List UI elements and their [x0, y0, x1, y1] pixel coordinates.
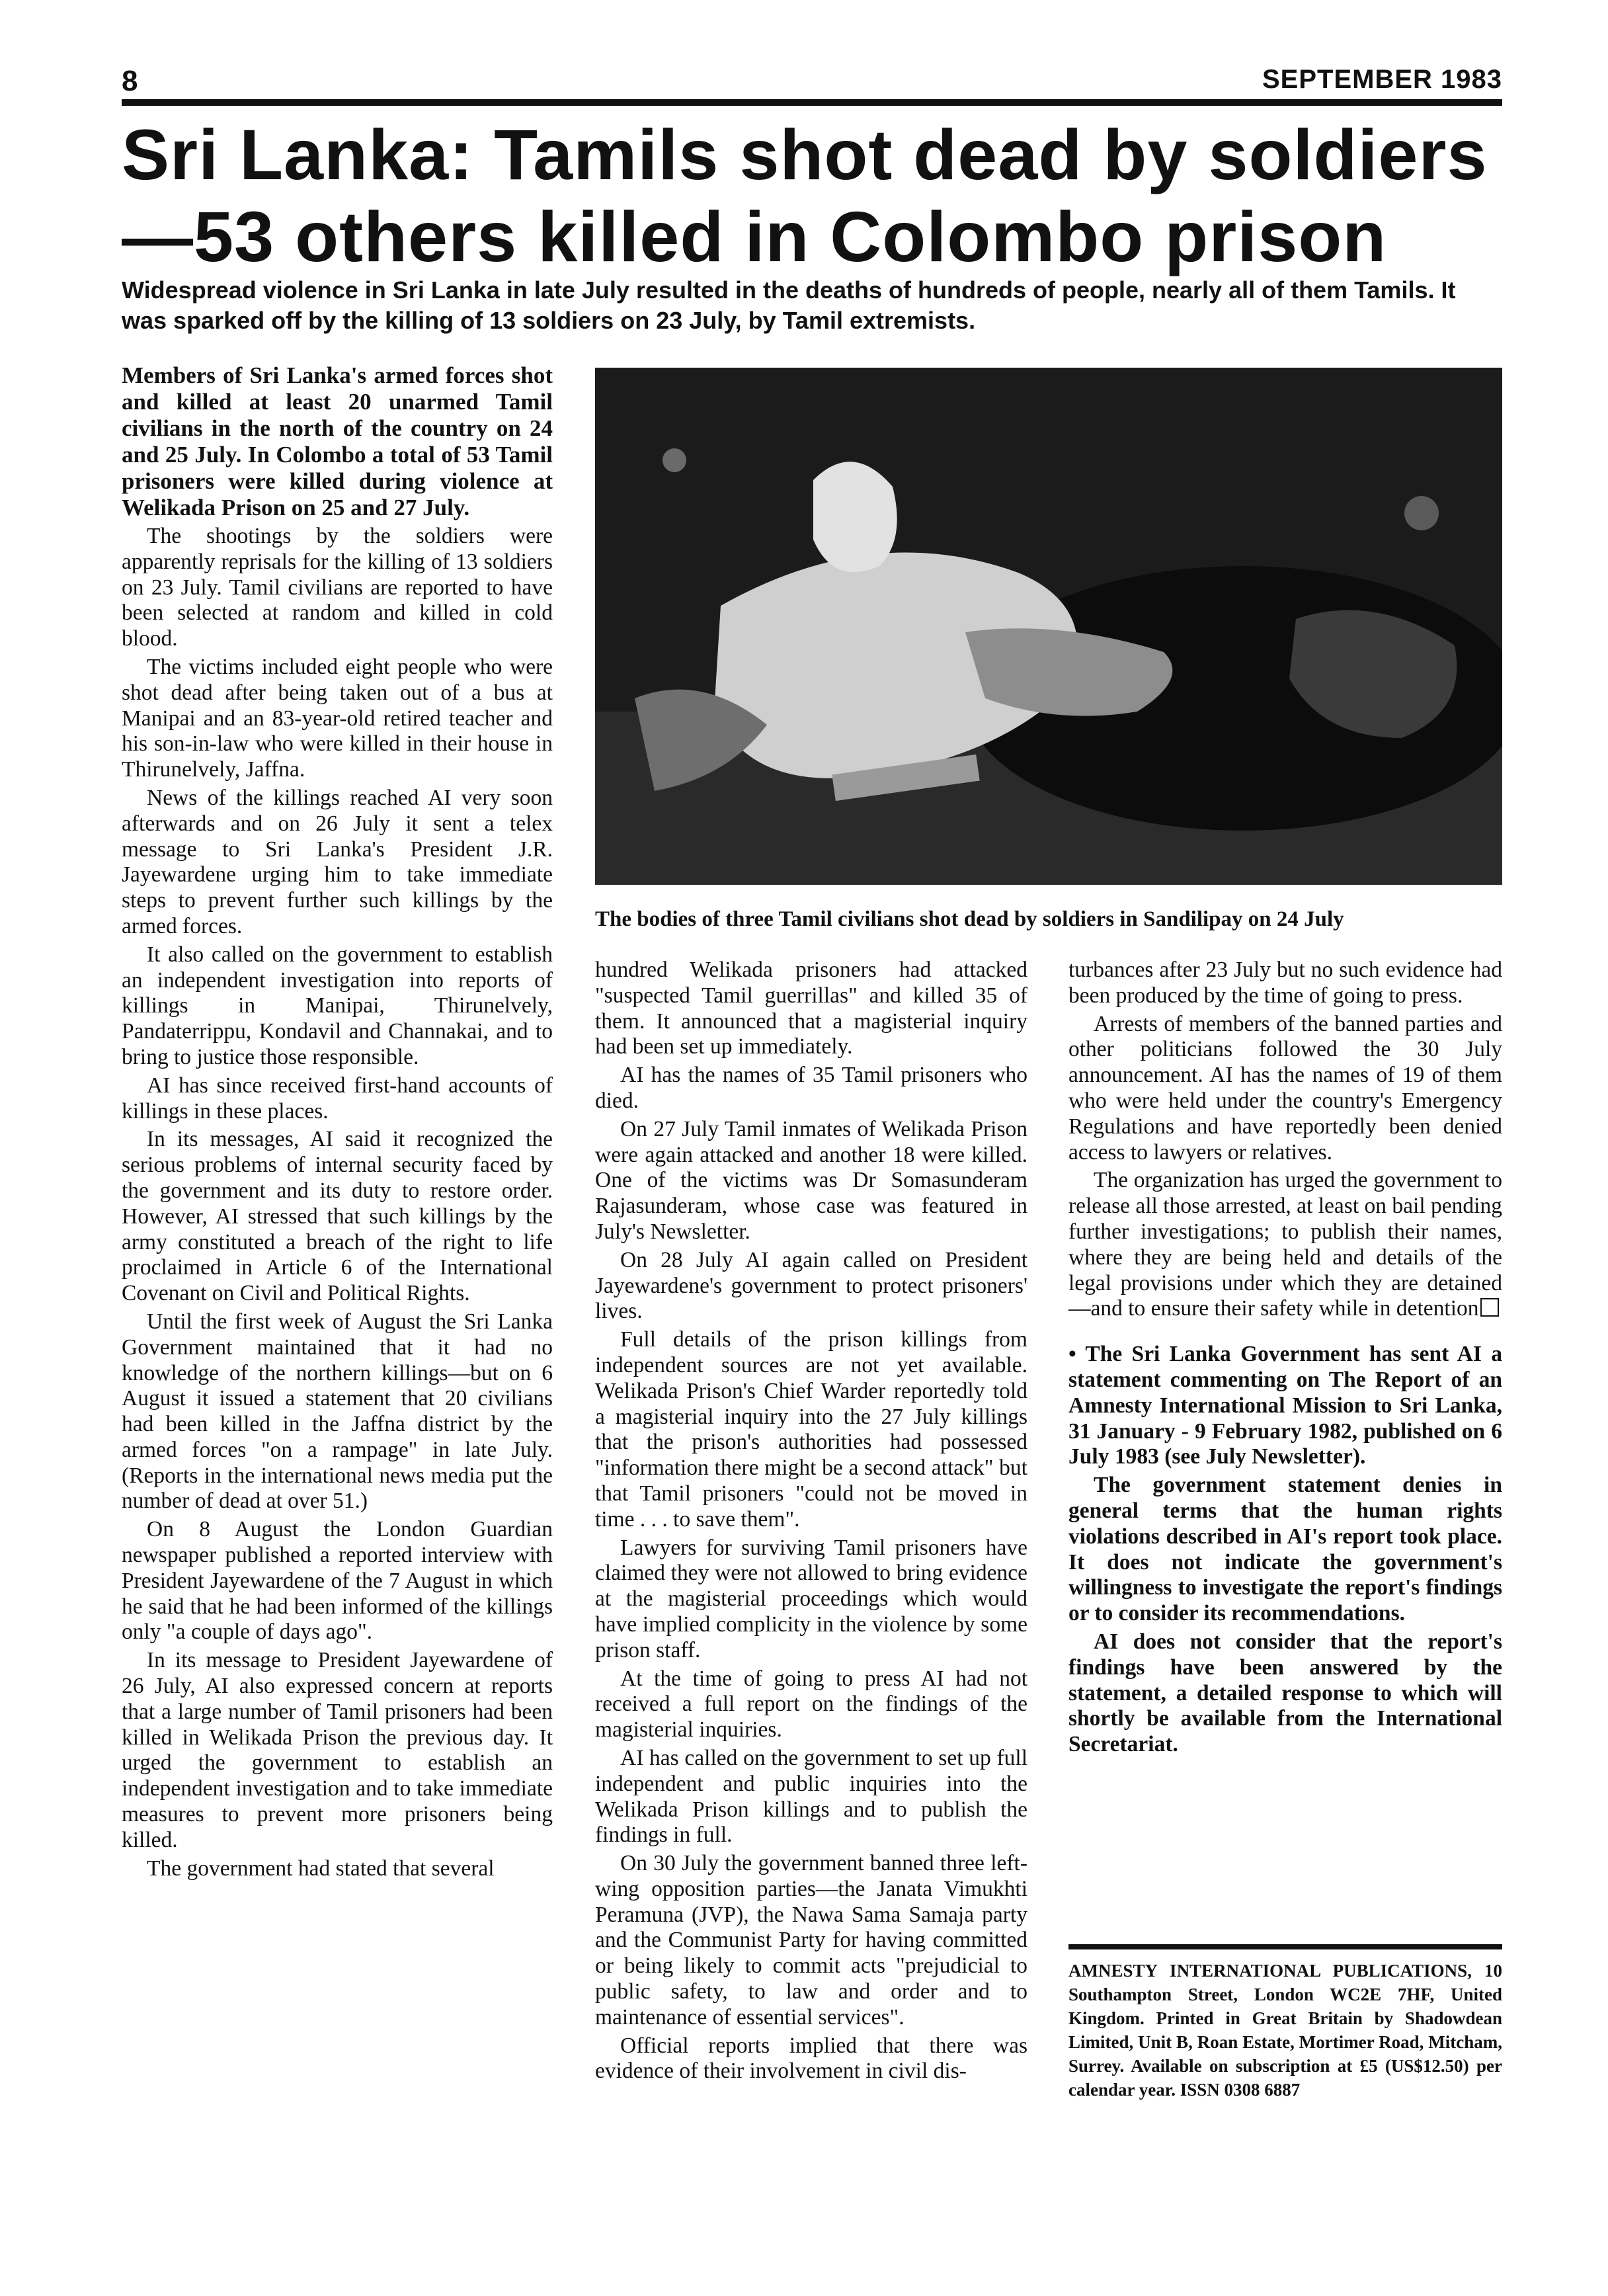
header-rule [122, 99, 1502, 106]
paragraph: Lawyers for surviving Tamil prisoners have claimed they were not allowed to bring evidence at the magisterial proceedings which would have implied complicity in the violence by some prison staff. [595, 1535, 1027, 1662]
article-column-1 [122, 362, 553, 1884]
paragraph: turbances after 23 July but no such evidence had been produced by the time of going to press. [1068, 958, 1502, 1008]
paragraph: On 8 August the London Guardian newspaper published a reported interview with President Jayewardene of the 7 August in which he said that he had been informed of the killings only "a couple of days ago". [122, 1517, 553, 1645]
paragraph: Until the first week of August the Sri Lanka Government maintained that it had no knowledge of the northern killings—but on 6 August it issued a statement that 20 civilians had been killed in the Jaffna district by the armed forces "on a rampage" in late July. (Reports in the international news media put the number of dead at over 51.) [122, 1309, 553, 1514]
end-mark-icon [1480, 1298, 1499, 1317]
paragraph: In its message to President Jayewardene of 26 July, AI also expressed concern at reports that a large number of Tamil prisoners had been killed in Welikada Prison the previous day. It urged the government to establish an independent investigation and to take immediate measures to prevent more prisoners being killed. [122, 1648, 553, 1852]
paragraph: Official reports implied that there was evidence of their involvement in civil dis- [595, 2033, 1027, 2084]
paragraph: News of the killings reached AI very soon afterwards and on 26 July it sent a telex message to Sri Lanka's President J.R. Jayewardene urging him to take immediate steps to prevent further such killings by the armed forces. [122, 785, 553, 938]
paragraph: hundred Welikada prisoners had attacked "suspected Tamil guerrillas" and killed 35 of them. It announced that a magisterial inquiry had been set up immediately. [595, 958, 1027, 1059]
page-number: 8 [122, 65, 138, 97]
paragraph: AI has called on the government to set up full independent and public inquiries into the Welikada Prison killings and to publish the findings in full. [595, 1745, 1027, 1848]
government-note-paragraph: The government statement denies in general terms that the human rights violations described in AI's report took place. It does not indicate the government's willingness to investigate the report's findings or to consider its recommendations. [1068, 1473, 1502, 1626]
paragraph: Full details of the prison killings from independent sources are not yet available. Welikada Prison's Chief Warder reportedly told a magisterial inquiry into the 27 July killings that the prison's authorities had possessed "information there might be a second attack" but that Tamil prisoners "could not be moved in time . . . to save them". [595, 1327, 1027, 1532]
photo-caption: The bodies of three Tamil civilians shot dead by soldiers in Sandilipay on 24 July [595, 907, 1344, 931]
publication-info: AMNESTY INTERNATIONAL PUBLICATIONS, 10 Southampton Street, London WC2E 7HF, United Kingdom. Printed in Great Britain by Shadowdean Limited, Unit B, Roan Estate, Mortimer Road, Mitcham, Surrey. Available on subscription at £5 (US$12.50) per calendar year. ISSN 0308 6887 [1068, 1961, 1502, 2100]
issue-date: SEPTEMBER 1983 [1262, 65, 1502, 94]
paragraph: The victims included eight people who were shot dead after being taken out of a bus at Manipai and an 83-year-old retired teacher and his son-in-law who were killed in their house in Thirunelvely, Jaffna. [122, 654, 553, 782]
paragraph: AI has the names of 35 Tamil prisoners who died. [595, 1063, 1027, 1113]
paragraph: The shootings by the soldiers were apparently reprisals for the killing of 13 soldiers on 23 July. Tamil civilians are reported to have been selected at random and killed in cold blood. [122, 524, 553, 651]
article-column-2 [595, 958, 1027, 2087]
paragraph: The government had stated that several [147, 1856, 495, 1881]
paragraph: On 30 July the government banned three left-wing opposition parties—the Janata Vimukhti Peramuna (JVP), the Nawa Sama Samaja party and the Communist Party for having committed or being likely to commit acts "prejudicial to public safety, to law and order and to maintenance of essential services". [595, 1851, 1027, 2030]
paragraph: AI has since received first-hand accounts of killings in these places. [122, 1073, 553, 1124]
news-photo [595, 368, 1502, 885]
headline: Sri Lanka: Tamils shot dead by soldiers —53 others killed in Colombo prison [122, 114, 1488, 276]
photo-illustration [595, 368, 1502, 885]
paragraph: On 28 July AI again called on President Jayewardene's government to protect prisoners' lives. [595, 1247, 1027, 1324]
standfirst: Widespread violence in Sri Lanka in late July resulted in the deaths of hundreds of people, nearly all of them Tamils. It was sparked off by the killing of 13 soldiers on 23 July, by Tamil extremists. [122, 276, 1456, 334]
paragraph: On 27 July Tamil inmates of Welikada Prison were again attacked and another 18 were killed. One of the victims was Dr Somasunderam Rajasunderam, whose case was featured in July's Newsletter. [595, 1116, 1027, 1244]
government-note-paragraph: AI does not consider that the report's findings have been answered by the statement, a detailed response to which will shortly be available from the International Secretariat. [1068, 1629, 1502, 1757]
paragraph: Arrests of members of the banned parties and other politicians followed the 30 July announcement. AI has the names of 19 of them who were held under the country's Emergency Regulations and have reportedly been denied access to lawyers or relatives. [1068, 1011, 1502, 1165]
paragraph: It also called on the government to establish an independent investigation into reports of killings in Manipai, Thirunelvely, Pandaterrippu, Kondavil and Channakai, and to bring to justice those responsible. [122, 942, 553, 1069]
article-column-3 [1068, 958, 1502, 1760]
publication-rule [1068, 1944, 1502, 1949]
government-note-paragraph: • The Sri Lanka Government has sent AI a statement commenting on The Report of an Amnesty International Mission to Sri Lanka, 31 January - 9 February 1982, published on 6 July 1983 (see July Newsletter). [1068, 1342, 1502, 1469]
paragraph-text: The organization has urged the government to release all those arrested, at least on bail pending further investigations; to publish their names, where they are being held and details of the legal provisions under which they are detained—and to ensure their safety while in detention [1068, 1168, 1502, 1321]
paragraph: In its messages, AI said it recognized the serious problems of internal security faced by the government and its duty to restore order. However, AI stressed that such killings by the army constituted a breach of the right to life proclaimed in Article 6 of the International Covenant on Civil and Political Rights. [122, 1127, 553, 1306]
paragraph: At the time of going to press AI had not received a full report on the findings of the magisterial inquiries. [595, 1666, 1027, 1742]
paragraph [1068, 1168, 1502, 1322]
lede-paragraph: Members of Sri Lanka's armed forces shot and killed at least 20 unarmed Tamil civilians in the north of the country on 24 and 25 July. In Colombo a total of 53 Tamil prisoners were killed during violence at Welikada Prison on 25 and 27 July. [122, 362, 553, 520]
